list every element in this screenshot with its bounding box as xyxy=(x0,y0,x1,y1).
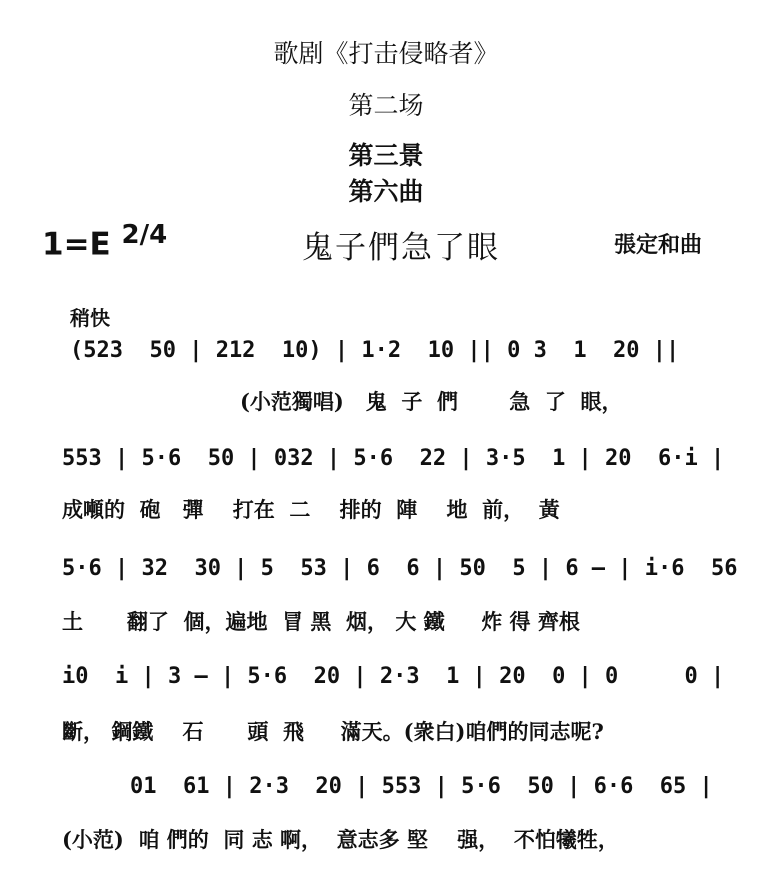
tempo-marking: 稍快 xyxy=(70,306,110,330)
key-text: 1=E xyxy=(42,226,111,263)
staff-row-2 xyxy=(0,446,772,486)
song-title: 鬼子們急了眼 xyxy=(302,230,500,266)
composer: 張定和曲 xyxy=(614,232,703,258)
notation-line: 5·6 | 32 30 | 5 53 | 6 6 | 50 5 | 6 — | i·6 56 xyxy=(62,556,738,581)
lyric-line: 斷， 鋼鐵 石 頭 飛 滿天。(衆白)咱們的同志呢? xyxy=(62,719,604,744)
lyric-line: (小范) 咱 們的 同 志 啊， 意志多 堅 强， 不怕犧牲， xyxy=(62,827,619,852)
scene-label: 第二场 xyxy=(348,91,424,120)
lyric-line: 土 翻了 個，遍地 冒 黑 烟， 大 鐵 炸 得 齊根 xyxy=(62,609,580,634)
staff-row-1 xyxy=(0,338,772,378)
lyric-line: 成噸的 砲 彈 打在 二 排的 陣 地 前， 黃 xyxy=(62,497,560,522)
section-label: 第三景 xyxy=(348,141,424,170)
notation-line: i0 i | 3 — | 5·6 20 | 2·3 1 | 20 0 | 0 0 | xyxy=(62,664,725,689)
time-signature: 2/4 xyxy=(121,220,168,250)
staff-row-5 xyxy=(0,774,772,814)
notation-line: (523 50 | 212 10) | 1·2 10 || 0 3 1 20 || xyxy=(70,338,680,363)
opera-title: 歌剧《打击侵略者》 xyxy=(273,39,499,68)
staff-row-4 xyxy=(0,664,772,704)
number-label: 第六曲 xyxy=(348,177,424,206)
key-signature xyxy=(42,220,167,262)
notation-line: 01 61 | 2·3 20 | 553 | 5·6 50 | 6·6 65 | xyxy=(130,774,713,799)
staff-row-3 xyxy=(0,556,772,596)
lyric-line: (小范獨唱) 鬼 子 們 急 了 眼， xyxy=(240,389,623,414)
notation-line: 553 | 5·6 50 | 032 | 5·6 22 | 3·5 1 | 20 6·i | xyxy=(62,446,725,471)
